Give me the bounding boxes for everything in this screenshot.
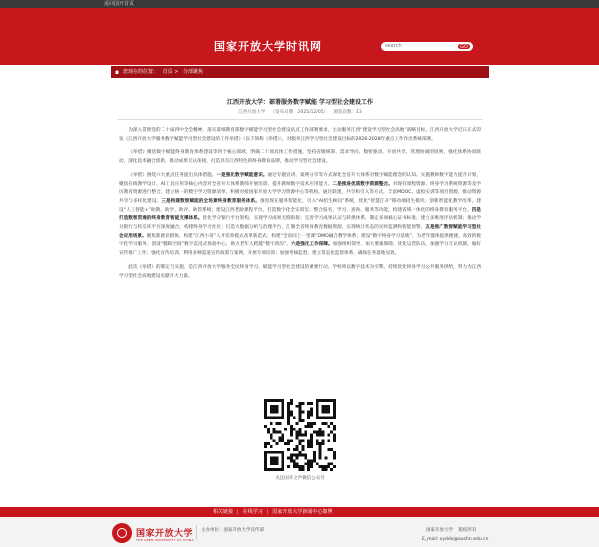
breadcrumb-item-branch-focus[interactable]: 分部聚焦 [183,69,204,75]
paragraph-key-point: 三是构建数智赋能的全场景终身教育服务体系。 [161,198,260,204]
paragraph-key-point: 二是推进优质数字资源整合。 [332,181,393,187]
footer-logo-english: THE OPEN UNIVERSITY OF CHINA [136,538,194,542]
footer-logo-name: 国家开放大学 [136,529,194,539]
article-paragraph [119,149,481,166]
paragraph-text: 推进现在服务智能化，引入“AI招生顾问”系统，优化“智慧江开”移动端招生模块；创新智能化教学改革，建设“人工智能+”助教、助学、助评、助管系统；建设江西老龄课程平台，打造数字化全实训室；整合报名、学习、查询、服务等功能，构建省域一体化的终身教育服务平台。 [119,198,481,213]
article-paragraph [119,264,481,281]
footer-link-related[interactable]: 相关链接 [213,509,234,515]
paragraph-text: 对现有课程资源、终身学习系统资源等及学历教育资源进行整合，建立统一的数字学习资源清单；积极对接国家开放大学学习资源中心等机构，通过联建、共享和引入等方式，丰富MOOC、虚拟实训等项目资源，推动资源共享与多样化建设。 [119,181,481,204]
footer-rights [426,527,480,533]
footer-rights-text: 版权所有 [458,528,477,533]
paragraph-key-point: 一是强化数字赋能意识。 [216,172,268,178]
footer-sponsor: 主办单位：国家开放大学宣传部 [201,528,264,533]
search-button[interactable]: GO [457,43,471,50]
paragraph-text: 聚焦新就业群体，构建“江西小哥”人才培养模式改革新范式；构建“全省同上一堂课”OMO融合教学体系；建设“数字终身学习基地”，为老年群体提供便捷、高效的数字化学习服务；创设“赣缺空间”数字沉浸式体验中心，助力老年人跨越“数字鸿沟”。 [119,233,481,248]
qr-code-image [264,399,336,471]
footer-divider [196,525,197,539]
footer-bottom [0,517,599,547]
footer-nav: 相关链接 | 在线学习 | 国家开放大学新闻中心微博 [0,507,599,517]
search-input[interactable] [385,42,451,51]
article-source: 江西开放大学 [238,110,266,115]
paragraph-text: 优化学分银行平台架构，实现学习成果无缝衔接；完善学习成果认证与转换体系，制定多项核心证书标准，建立多维度评估机制；推动学分银行与校友库平台深度融合，构建终身学习社区；打造大数据分析与治理平台，汇聚全省终身教育数据资源，实现统计状态的实时监测和智能预警。 [119,216,481,231]
paragraph-text: 此次《举措》的制定与实施，是江西开放大学服务全民终身学习、赋能学习型社会建设的重要行动。学校将以数字技术为引擎，持续优化终身学习公共服务供给，努力为江西学习型社会高地建设贡献开大力量。 [119,264,481,279]
article-paragraph [119,172,481,259]
breadcrumb-item-home[interactable]: 首页 [162,69,173,75]
footer-email: E_mail: xyddo@ouchn.edu.cn [422,537,489,542]
article-date: （发布日期：2025/12/05） [270,110,329,115]
article-title: 江西开放大学：部署服务数字赋能 学习型社会建设工作 [226,99,374,106]
paragraph-text: 《举措》聚焦数字赋能终身教育体系建设等四个核心领域，明确二十项具体工作措施，坚持省级统筹、需求导向、数智驱动、开放共享、管理协调的原则，强化体系协同联动，深化技术融合创新，推动成果互认衔接，打造具有江西特色的终身教育品牌，推动学习型社会建设。 [119,150,481,165]
paragraph-text: 通过专题宣讲、案例分享等方式深化全省开大体系对数字赋能理念的认知。实施教师数字能力提升计划，聚焦在线教学设计、AI工具应用等核心内容对全省开大体系教师开展培训，提升教师数字技术应用能力。 [119,172,481,187]
title-divider [117,119,483,120]
footer-link-online-learning[interactable]: 在线学习 [242,509,263,515]
article-paragraph [119,127,481,144]
breadcrumb-prefix: 您现在的位置： [123,69,159,75]
article-body [119,127,481,286]
article-views: 浏览次数：13 [333,110,362,115]
home-icon [115,70,119,74]
paragraph-key-point: 四是打造数智贯通的终身教育智能支撑体系。 [119,207,481,222]
top-bar [0,0,599,8]
university-logo-icon [112,523,132,543]
footer-rights-owner: 国家开放大学 [426,528,453,533]
qr-caption: 关注国开之声微信公众号 [275,476,325,481]
article [111,78,489,496]
footer-link-news-weibo[interactable]: 国家开放大学新闻中心微博 [272,509,333,515]
back-home-link[interactable]: 返回国开首页 [104,1,135,7]
paragraph-key-point: 五是推广数智赋能学习型社会应用场景。 [119,225,481,239]
article-meta [111,109,489,115]
search-box [381,42,473,51]
paragraph-key-point: 六是强化工作保障。 [290,242,333,248]
breadcrumb-separator: > [174,69,179,75]
header-banner [0,8,599,65]
site-title: 国家开放大学时讯网 [214,40,322,53]
breadcrumb [111,66,489,78]
paragraph-text: 《举措》围绕六大重点任务提出具体措施。 [128,172,217,178]
paragraph-text: 为深入贯彻党的二十届四中全会精神，落实落细教育部数字赋能学习型社会建设试点工作部署要求，主动服务江西“建设学习型社会高地”战略目标，江西开放大学近日正式印发《江西开放大学服务数字赋能学习型社会建设的工作举措》（以下简称《举措》），对服务江西学习型社会建设目标的2026-2028年重点工作作出系统部署。 [119,128,481,142]
paragraph-text: 加强组织领导，加大要素保障，优化运营队伍，加强学分互认机制，做好宣传推广工作；强化宣传培训，利用多种渠道宣传政策与案例，开展专项培训；加强考核监督，建立常态化监督体系，确保任务落地见效。 [119,242,481,257]
